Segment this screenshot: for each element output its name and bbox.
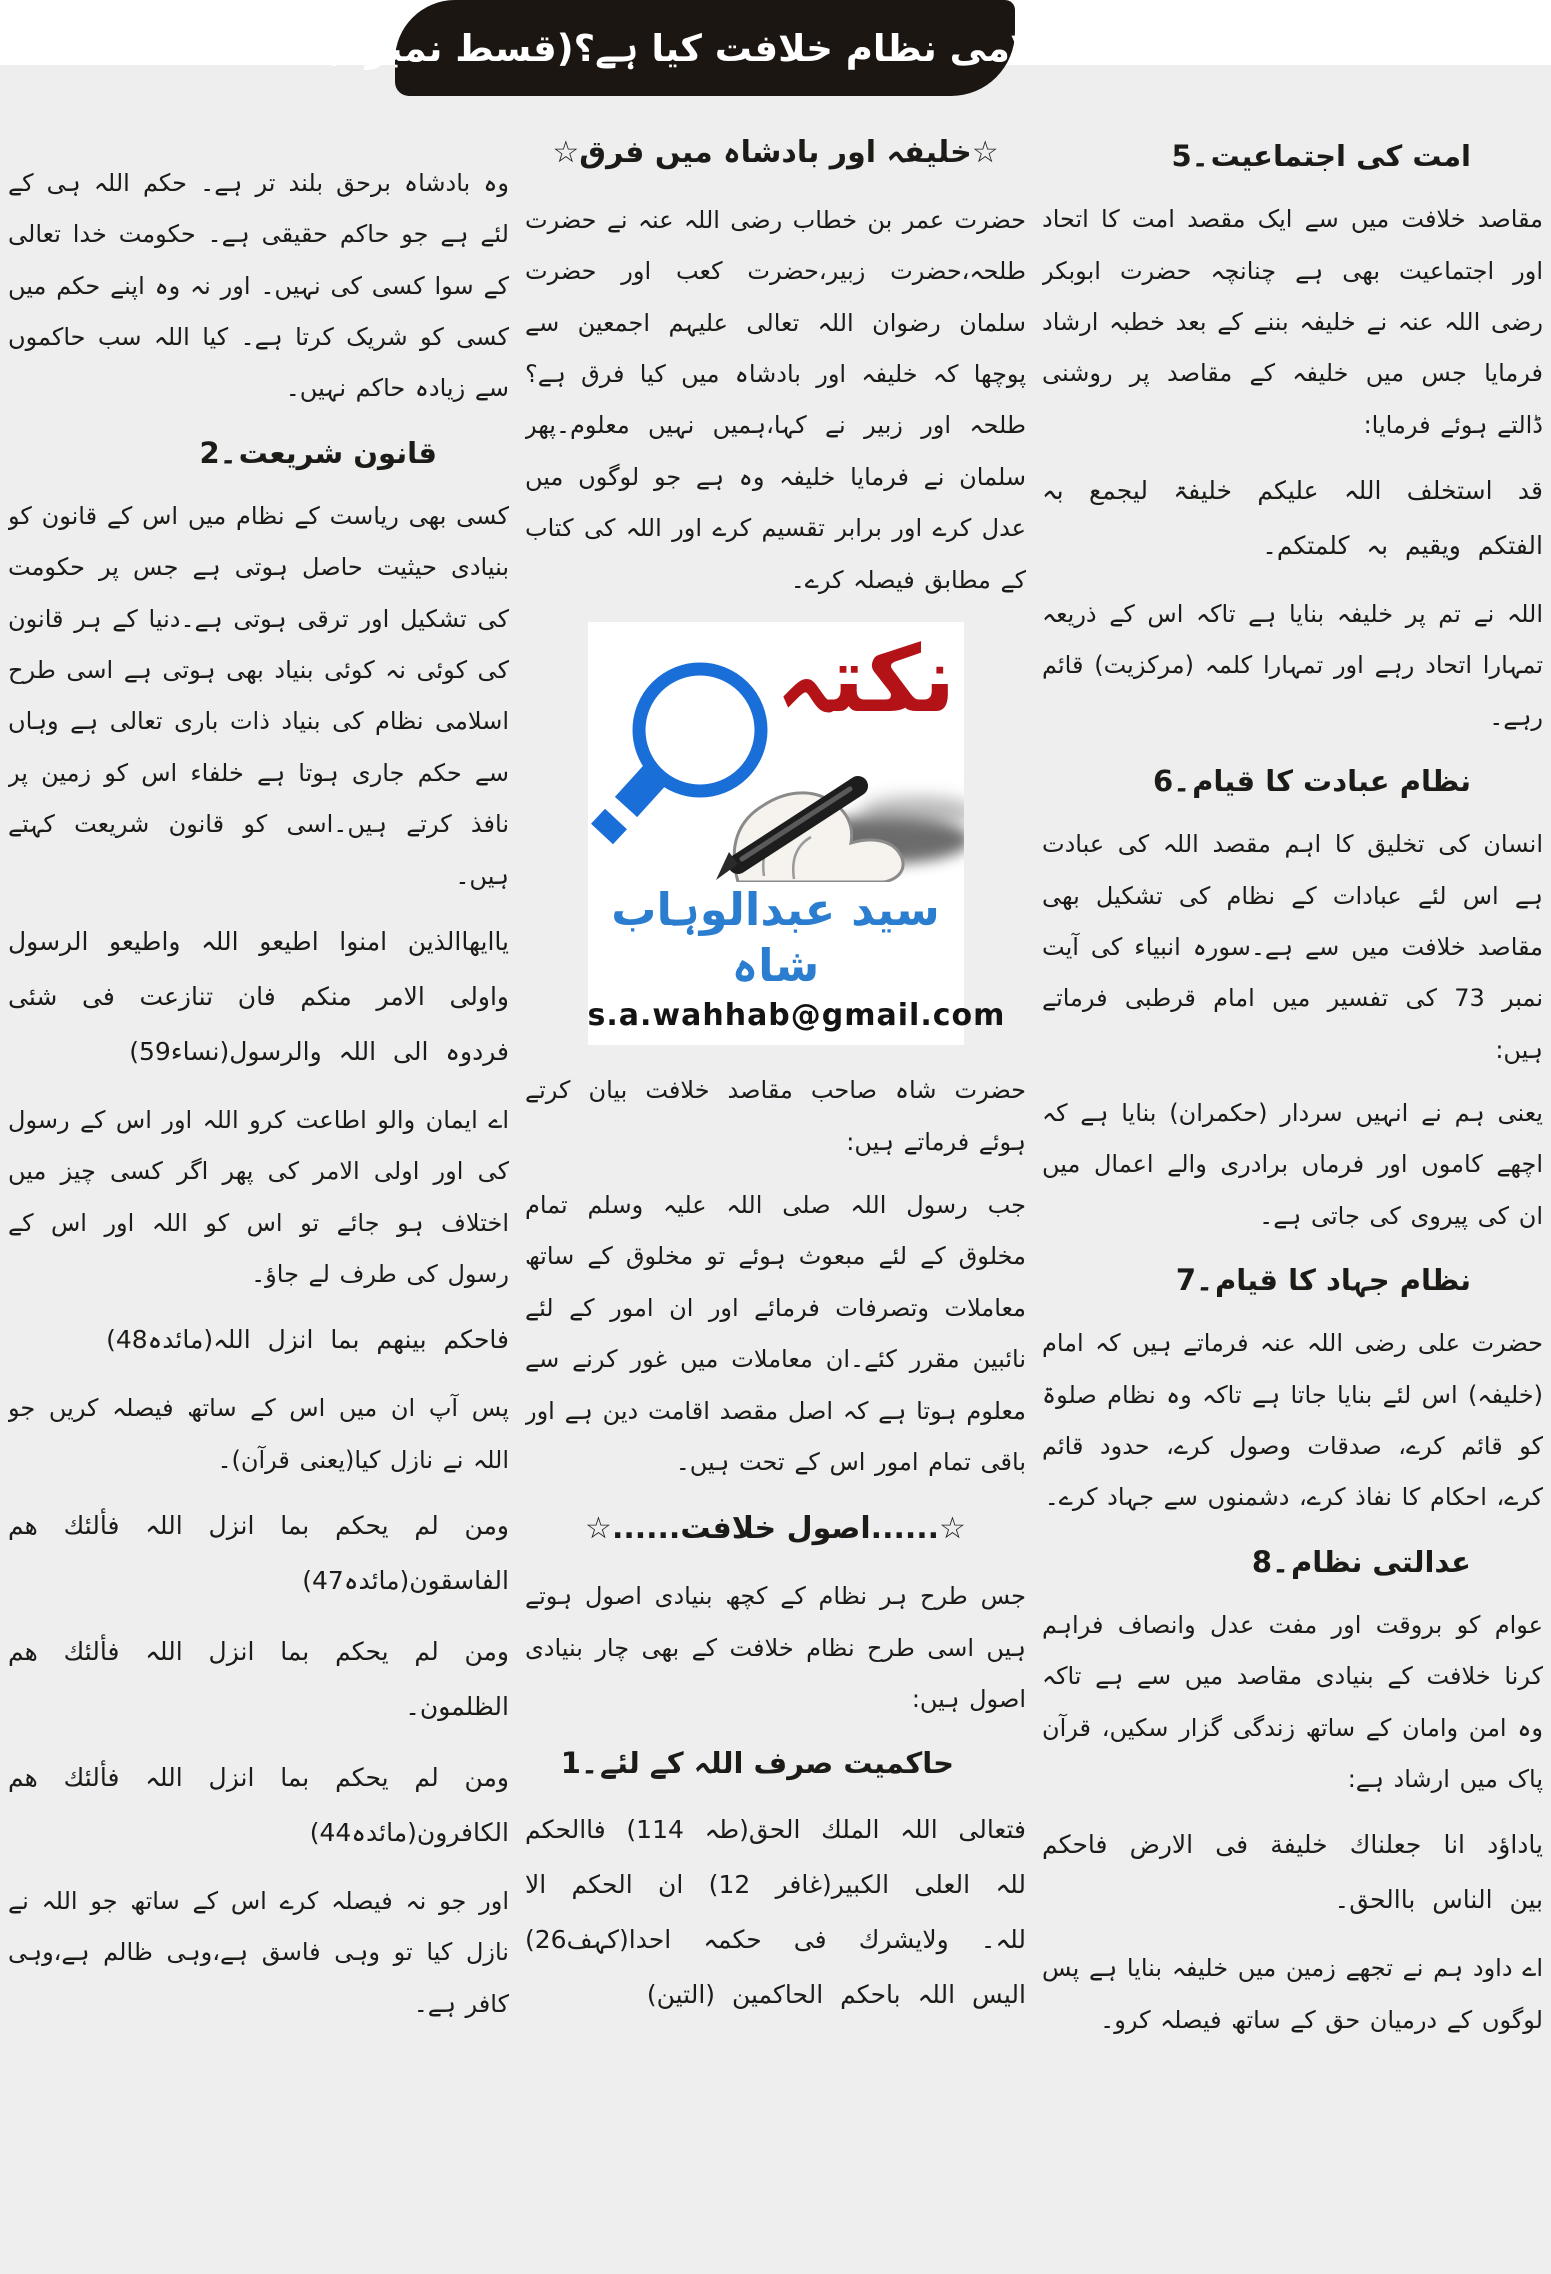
quran-quote: ومن لم یحکم بما انزل اللہ فألئك ھم الفاسقون(مائدہ47) (8, 1511, 509, 1596)
section-heading: قانون شریعت2۔ (199, 435, 437, 470)
body-paragraph: انسان کی تخلیق کا اہم مقصد اللہ کی عبادت ہے اس لئے عبادات کے نظام کی تشکیل بھی مقاصد خلافت میں سے ہے۔سورہ انبیاء کی آیت نمبر 73 کی تفسیر میں امام قرطبی فرماتے ہیں: (1042, 830, 1543, 1064)
hand-pen-illustration (588, 625, 964, 882)
magnifier-handle (626, 775, 655, 807)
section-heading: عدالتی نظام8۔ (1251, 1544, 1471, 1579)
body-paragraph: وہ بادشاہ برحق بلند تر ہے۔ حکم اللہ ہی کے لئے ہے جو حاکم حقیقی ہے۔ حکومت خدا تعالی کے سوا کسی کی نہیں۔ اور نہ وہ اپنے حکم میں کسی کو شریک کرتا ہے۔ کیا اللہ سب حاکموں سے زیادہ حاکم نہیں۔ (8, 169, 509, 403)
column-right (1042, 100, 1543, 2268)
author-name: سید عبدالوہاب شاہ (611, 882, 940, 993)
author-email: s.a.wahhab@gmail.com (587, 998, 1006, 1034)
body-paragraph: اللہ نے تم پر خلیفہ بنایا ہے تاکہ اس کے ذریعہ تمہارا اتحاد رہے اور تمہارا کلمہ (مرکزیت) قائم رہے۔ (1042, 599, 1543, 731)
section-heading: نظام جہاد کا قیام7۔ (1175, 1263, 1471, 1298)
article-title-bar (322, 0, 1088, 96)
logo-title: نکتہ (775, 625, 956, 733)
body-paragraph: کسی بھی ریاست کے نظام میں اس کے قانون کو بنیادی حیثیت حاصل ہوتی ہے جس پر حکومت کی تشکیل اور ترقی ہوتی ہے۔دنیا کے ہر قانون کی کوئی نہ کوئی بنیاد بھی ہوتی ہے اسی طرح اسلامی نظام کی بنیاد ذات باری تعالی ہے وہاں سے حکم جاری ہوتا ہے خلفاء اس کو زمین پر نافذ کرتے ہیں۔اسی کو قانون شریعت کہتے ہیں۔ (8, 501, 509, 890)
section-heading: نظام عبادت کا قیام6۔ (1152, 764, 1471, 799)
body-paragraph: حضرت علی رضی اللہ عنہ فرماتے ہیں کہ امام (خلیفہ) اس لئے بنایا جاتا ہے تاکہ وہ نظام صلوۃ کو قائم کرے، صدقات وصول کرے، حدود قائم کرے، احکام کا نفاذ کرے، دشمنوں سے جہاد کرے۔ (1042, 1329, 1543, 1512)
body-paragraph: یعنی ہم نے انہیں سردار (حکمران) بنایا ہے کہ اچھے کاموں اور فرماں برادری والے اعمال میں ان کی پیروی کی جاتی ہے۔ (1042, 1099, 1543, 1230)
quran-quote: یاایھاالذین امنوا اطیعو اللہ واطیعو الرسول واولی الامر منکم فان تنازعت فی شئی فردوہ الی اللہ والرسول(نساء59) (8, 926, 509, 1066)
quran-quote: فاحکم بینھم بما انزل اللہ(مائدہ48) (106, 1325, 509, 1355)
body-paragraph: عوام کو بروقت اور مفت عدل وانصاف فراہم کرنا خلافت کے بنیادی مقاصد میں سے ہے تاکہ وہ امن وامان کے ساتھ زندگی گزار سکیں، قرآن پاک میں ارشاد ہے: (1042, 1610, 1543, 1794)
star-heading: ☆......اصول خلافت......☆ (585, 1511, 966, 1547)
quran-quote: ومن لم یحکم بما انزل اللہ فألئك ھم الظلمون۔ (8, 1637, 509, 1722)
article-columns (8, 100, 1543, 2268)
body-paragraph: اے داود ہم نے تجھے زمین میں خلیفہ بنایا ہے پس لوگوں کے درمیان حق کے ساتھ فیصلہ کرو۔ (1042, 1954, 1543, 2034)
column-left (8, 100, 509, 2268)
column-middle (525, 100, 1026, 2268)
quran-quote: فتعالی اللہ الملك الحق(طہ 114) فاالحکم للہ العلی الکبیر(غافر 12) ان الحکم الا للہ۔ ولایشرك فی حکمہ احدا(کہف26) الیس اللہ باحکم الحاکمین (التین) (525, 1814, 1026, 2009)
section-heading: حاکمیت صرف اللہ کے لئے1۔ (560, 1746, 954, 1781)
body-paragraph: مقاصد خلافت میں سے ایک مقصد امت کا اتحاد اور اجتماعیت بھی ہے چنانچہ حضرت ابوبکر رضی اللہ عنہ نے خلیفہ بننے کے بعد خطبہ ارشاد فرمایا جس میں خلیفہ کے مقاصد پر روشنی ڈالتے ہوئے فرمایا: (1042, 205, 1543, 439)
quran-quote: ومن لم یحکم بما انزل اللہ فألئك ھم الکافرون(مائدہ44) (8, 1763, 509, 1848)
star-heading: ☆خلیفہ اور بادشاہ میں فرق☆ (552, 135, 999, 170)
body-paragraph: پس آپ ان میں اس کے ساتھ فیصلہ کریں جو اللہ نے نازل کیا(یعنی قرآن)۔ (8, 1394, 509, 1474)
nukta-logo-box (587, 622, 1006, 1046)
quran-quote: قد استخلف اللہ علیکم خلیفۃ لیجمع بہ الفتکم ویقیم بہ کلمتکم۔ (1042, 475, 1543, 560)
article-title: اسلامی نظام خلافت کیا ہے؟(قسط نمبر3) (322, 26, 1088, 70)
body-paragraph: جس طرح ہر نظام کے کچھ بنیادی اصول ہوتے ہیں اسی طرح نظام خلافت کے بھی چار بنیادی اصول ہیں: (525, 1582, 1026, 1713)
section-heading: امت کی اجتماعیت5۔ (1171, 139, 1471, 173)
body-paragraph: حضرت شاہ صاحب مقاصد خلافت بیان کرتے ہوئے فرماتے ہیں: (525, 1076, 1026, 1156)
body-paragraph: اور جو نہ فیصلہ کرے اس کے ساتھ جو اللہ نے نازل کیا تو وہی فاسق ہے،وہی ظالم ہے،وہی کافر ہے۔ (8, 1887, 509, 2018)
magnifier-lens (639, 669, 761, 791)
quran-quote: یاداؤد انا جعلناك خلیفة فی الارض فاحکم بین الناس باالحق۔ (1042, 1830, 1543, 1915)
body-paragraph: حضرت عمر بن خطاب رضی اللہ عنہ نے حضرت طلحہ،حضرت زبیر،حضرت کعب اور حضرت سلمان رضوان اللہ تعالی علیہم اجمعین سے پوچھا کہ خلیفہ اور بادشاہ میں کیا فرق ہے؟طلحہ اور زبیر نے کہا،ہمیں نہیں معلوم۔پھر سلمان نے فرمایا خلیفہ وہ ہے جو لوگوں میں عدل کرے اور برابر تقسیم کرے اور اللہ کی کتاب کے مطابق فیصلہ کرے۔ (525, 206, 1026, 594)
body-paragraph: اے ایمان والو اطاعت کرو اللہ اور اس کے رسول کی اور اولی الامر کی پھر اگر کسی چیز میں اختلاف ہو جائے تو اس کو اللہ اور اس کے رسول کی طرف لے جاؤ۔ (8, 1105, 509, 1288)
body-paragraph: جب رسول اللہ صلی اللہ علیہ وسلم تمام مخلوق کے لئے مبعوث ہوئے تو مخلوق کے ساتھ معاملات وتصرفات فرمائے اور ان امور کے لئے نائبین مقرر کئے۔ان معاملات میں غور کرنے سے معلوم ہوتا ہے کہ اصل مقصد اقامت دین ہے اور باقی تمام امور اس کے تحت ہیں۔ (525, 1191, 1026, 1476)
